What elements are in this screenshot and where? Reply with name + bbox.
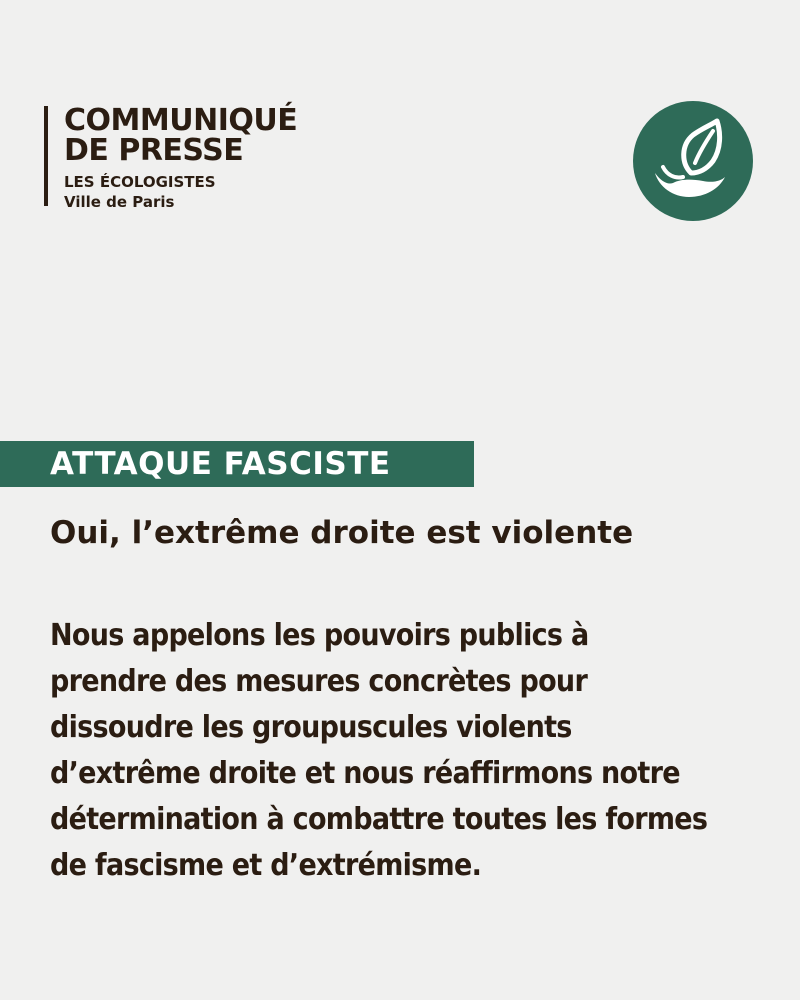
statement-body	[50, 613, 770, 889]
city-name: Ville de Paris	[64, 193, 175, 211]
title-line-2: DE PRESSE	[64, 133, 244, 168]
headline: Oui, l’extrême droite est violente	[50, 515, 634, 551]
organization-name: LES ÉCOLOGISTES	[64, 173, 216, 191]
body-line: détermination à combattre toutes les formes	[50, 802, 708, 837]
body-line: dissoudre les groupuscules violents	[50, 710, 572, 745]
leaf-logo-icon	[633, 101, 753, 221]
body-line: de fascisme et d’extrémisme.	[50, 848, 482, 883]
body-line: d’extrême droite et nous réaffirmons notre	[50, 756, 680, 791]
title-line-1: COMMUNIQUÉ	[64, 103, 298, 138]
body-line: prendre des mesures concrètes pour	[50, 664, 588, 699]
body-line: Nous appelons les pouvoirs publics à	[50, 618, 589, 653]
topic-label: ATTAQUE FASCISTE	[50, 446, 391, 482]
topic-banner	[0, 441, 474, 487]
press-release-header	[44, 103, 298, 211]
